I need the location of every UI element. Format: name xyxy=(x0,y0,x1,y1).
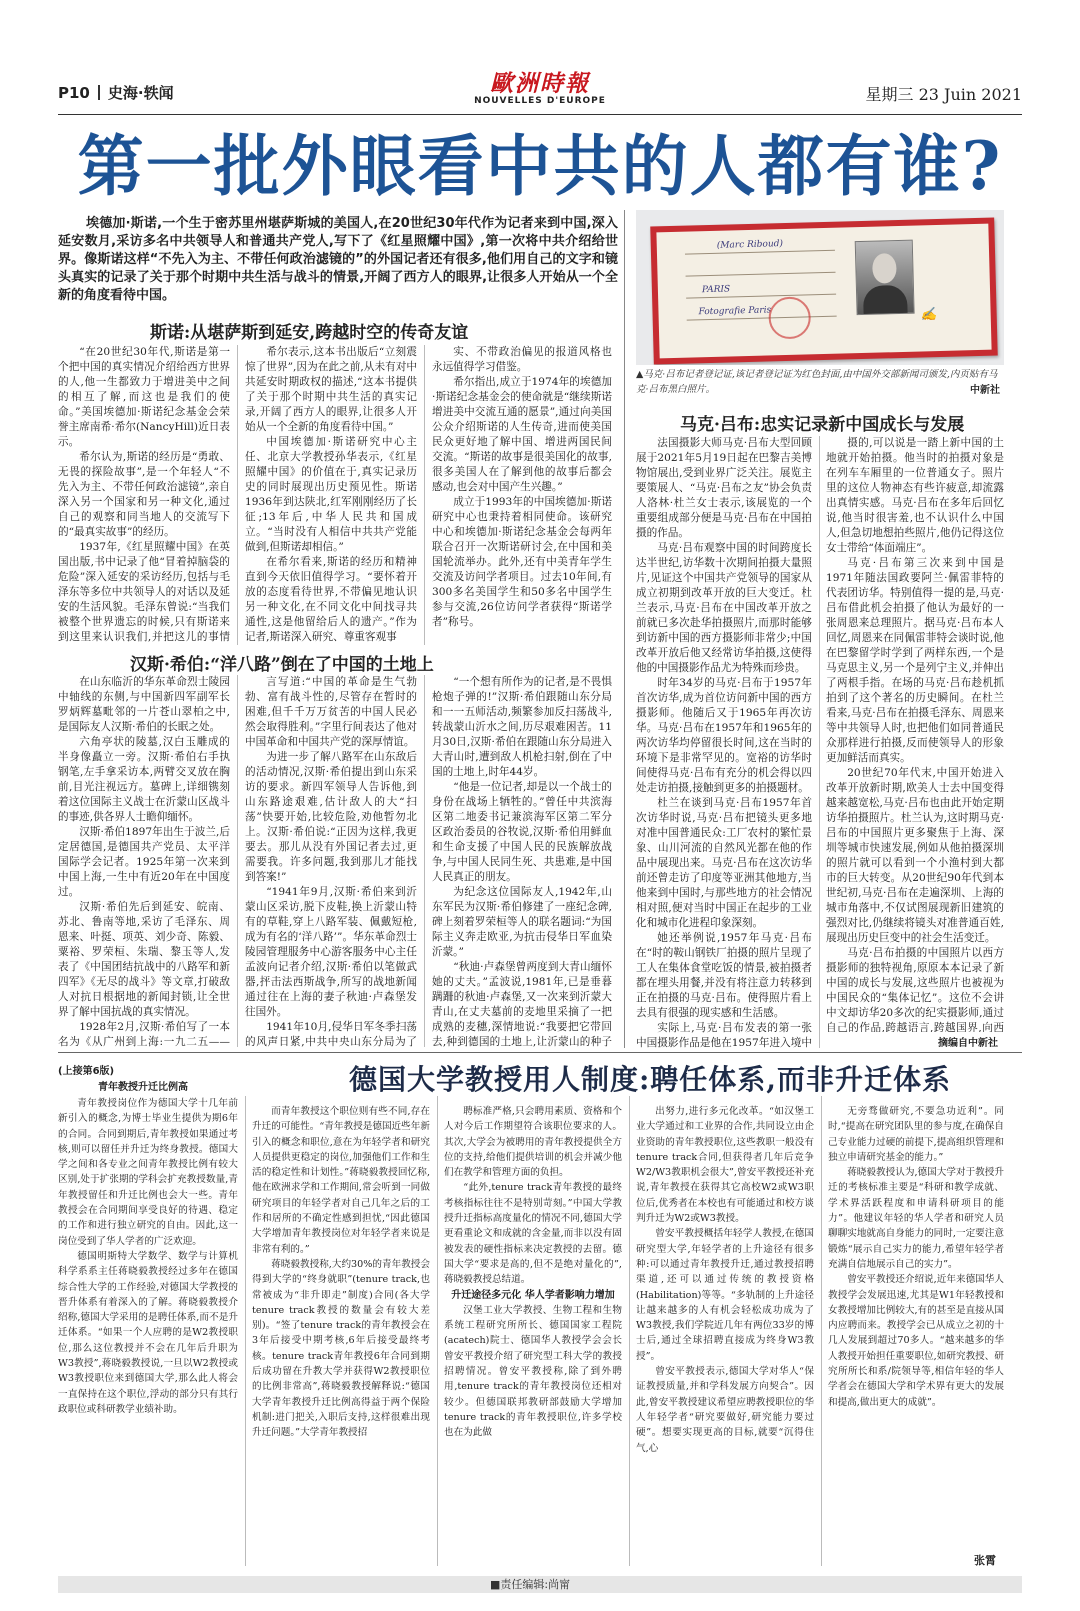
page-header xyxy=(58,70,1022,114)
paragraph: 曾安平教授还介绍说,近年来德国华人教授学会发展迅速,尤其是W1年轻教授和女教授增加比例较大,有的甚至是直接从国内应聘而来。教授学会已从成立之初的十几人发展到超过70多人。“越来越多的华人教授开始担任重要职位,如研究教授、研究所所长和系/院领导等,相信年轻的华人学者会在德国大学和学术界有更大的发展和提高,做出更大的成就”。 xyxy=(828,1274,1004,1408)
portrait-photo xyxy=(855,240,915,315)
bottom-column-2 xyxy=(252,1104,430,1566)
paragraph: 中国埃德加·斯诺研究中心主任、北京大学教授孙华表示,《红星照耀中国》的价值在于,真实记录历史的同时展现出历史预见性。斯诺1936年到达陕北,红军刚刚经历了长征;13年后,中华人民共和国成立。“当时没有人相信中共共产党能做到,但斯诺却相信。” xyxy=(245,436,417,553)
paragraph: 20世纪70年代末,中国开始进入改革开放新时期,欧美人士去中国变得越来越宽松,马克·吕布也由此开始定期访华拍摄照片。杜兰认为,这时期马克·吕布的中国照片更多聚焦于上海、深圳等城市快速发展,例如从他拍摄深圳的照片就可以看到一个小渔村到大都市的巨大转变。从20世纪90年代到本世纪初,马克·吕布在走遍深圳、上海的城市角落中,不仅试图展现新旧建筑的强烈对比,仍继续将镜头对准普通百姓,展现出历史巨变中的社会生活变迁。 xyxy=(826,767,1004,944)
column-divider xyxy=(424,345,425,645)
paragraph: 为纪念这位国际友人,1942年,山东军民为汉斯·希伯修建了一座纪念碑,碑上刻着罗荣桓等人的联名题词:“为国际主义奔走欧亚,为抗击侵华日军血染沂蒙。” xyxy=(432,886,612,958)
paragraph: 曾安平教授概括年轻学人教授,在德国研究型大学,年轻学者的上升途径有很多种:可以通过青年教授升迁,通过教授招聘渠道,还可以通过传统的教授资格(Habilitation)等等。“多轨制的上升途径让越来越多的人有机会轻松成功成为了W3教授,我们学院近几年有两位33岁的博士后,通过全球招聘直接成为终身W3教授”。 xyxy=(636,1228,814,1362)
portrait-face xyxy=(872,253,897,284)
paragraph: “秋迪·卢森堡曾两度到大青山缅怀她的丈夫。”孟波说,1981年,已是垂暮蹒跚的秋迪·卢森堡,又一次来到沂蒙大青山,在丈夫墓前的麦地里采摘了一把成熟的麦穗,深情地说:“我要把它带回去,种到德国的土地上,让沂蒙山的种子 xyxy=(432,961,612,1047)
bottom-subheading: 升迁途径多元化 华人学者影响力增加 xyxy=(451,1289,615,1301)
card-name-handwriting: (Marc Riboud) xyxy=(716,239,784,251)
article-author: 张霄 xyxy=(974,1554,996,1567)
left-subtitle: 青年教授升迁比例高 xyxy=(98,1082,188,1093)
paragraph: 在希尔看来,斯诺的经历和精神直到今天依旧值得学习。“要怀着开放的态度看待世界,不带偏见地认识另一种文化,在不同文化中间找寻共通性,这是他留给后人的遗产。”作为记者,斯诺深入研究、尊重客观事 xyxy=(245,556,417,643)
photo-credit: 中新社 xyxy=(970,385,1000,396)
paragraph: 时年34岁的马克·吕布于1957年首次访华,成为首位访问新中国的西方摄影师。他随后又于1965年再次访华。马克·吕布在1957年和1965年的两次访华均停留很长时间,这在当时的环境下是非常罕见的。宽裕的访华时间使得马克·吕布有充分的机会得以四处走访拍摄,接触到更多的拍摄题材。 xyxy=(636,677,812,794)
section-divider xyxy=(624,210,625,1048)
paragraph: “他是一位记者,却是以一个战士的身份在战场上牺牲的。”曾任中共滨海区第二地委书记兼滨海军区第二军分区政治委员的谷牧说,汉斯·希伯用鲜血和生命支援了中国人民的民族解放战争,与中国人民同生死、共患难,是中国人民真正的朋友。 xyxy=(432,781,612,883)
paragraph: 希尔表示,这本书出版后“立刻震惊了世界”,因为在此之前,从未有对中共延安时期政权的描述,“这本书提供了关于那个时期中共生活的真实记录,开阔了西方人的眼界,让很多人开始从一个全新的角度看待中国。” xyxy=(245,346,417,433)
paragraph: 出努力,进行多元化改革。“如汉堡工业大学通过和工业界的合作,共同设立由企业资助的青年教授职位,这些教职一般没有tenure track合同,但获得者几年后竞争W2/W3教职机会很大”,曾安平教授还补充说,青年教授在获得其它高校W2或W3职位后,优秀者在本校也有可能通过和校方谈判升迁为W2或W3教授。 xyxy=(636,1106,814,1225)
photo-caption: ▲马克·吕布记者登记证,该记者登记证为红色封面,由中国外交部新闻司颁发,内页贴有马克·吕布黑白照片。 xyxy=(636,369,998,395)
paragraph: 1937年,《红星照耀中国》在英国出版,书中记录了他“冒着掉脑袋的危险”深入延安的采访经历,包括与毛泽东等多位中共领导人的对话以及延安的生活风貌。毛泽东曾说:“当我们被整个世界遗忘的时候,只有斯诺来到这里来认识我们,并把这儿的事情 xyxy=(58,541,230,643)
paragraph: 希尔指出,成立于1974年的埃德加·斯诺纪念基金会的使命就是“继续斯诺增进美中交流互通的愿景”,通过向美国公众介绍斯诺的人生传奇,进而使美国民众更好地了解中国、增进两国民间交流。“斯诺的故事是很美国化的故事,很多美国人在了解到他的故事后都会感动,也会对中国产生兴趣。” xyxy=(432,376,612,493)
shippe-column-1 xyxy=(58,675,230,1047)
paragraph: 六角亭状的陵墓,汉白玉雕成的半身像矗立一旁。汉斯·希伯右手执钢笔,左手拿采访本,两臂交叉放在胸前,目光注视远方。墓碑上,详细镌刻着这位国际主义战士在沂蒙山区战斗的事迹,供各界人士瞻仰缅怀。 xyxy=(58,736,230,823)
column-divider xyxy=(245,1096,246,1566)
column-divider xyxy=(629,1096,630,1566)
shippe-section-title: 汉斯·希伯:“洋八路”倒在了中国的土地上 xyxy=(130,655,434,675)
card-signature: ✍ xyxy=(920,307,938,323)
snow-column-2 xyxy=(245,345,417,645)
press-card xyxy=(650,218,997,365)
paragraph: “1941年9月,汉斯·希伯来到沂蒙山区采访,脱下皮鞋,换上沂蒙山特有的草鞋,穿上八路军装、佩戴短枪,成为有名的‘洋八路’”。华东革命烈士陵园管理服务中心游客服务中心主任孟波向记者介绍,汉斯·希伯以笔做武器,抨击法西斯战争,所写的战地新闻通过往在上海的妻子秋迪·卢森堡发往国外。 xyxy=(245,886,417,1018)
paragraph: 德国明斯特大学数学、数学与计算机科学系系主任蒋晓毅教授经过多年在德国综合性大学的工作经验,对德国大学教授的晋升体系有着深入的了解。蒋晓毅教授介绍称,德国大学采用的是聘任体系,而不是升迁体系。“如果一个人应聘的是W2教授职位,那么这位教授并不会在几年后升职为W3教授”,蒋晓毅教授说,一旦以W2教授或W3教授职位来到德国大学,那么此人将会一直保持在这个职位,浮动的部分只有其行政职位或科研教学业绩补助。 xyxy=(58,1250,238,1415)
paragraph: 摄的,可以说是一踏上新中国的土地就开始拍摄。他当时的拍摄对象是在列车车厢里的一位普通女子。照片里的这位人物神态有些许疲意,却流露出真情实感。马克·吕布在多年后回忆说,他当时很害羞,也不认识什么中国人,但急切地想拍些照片,他仍记得这位女士带给“体面端庄”。 xyxy=(826,437,1004,554)
card-field-line xyxy=(685,250,835,255)
bottom-column-3 xyxy=(444,1104,622,1566)
paragraph: 实、不带政治偏见的报道风格也永远值得学习借鉴。 xyxy=(432,346,612,373)
section-name: 史海·轶闻 xyxy=(107,84,174,102)
paragraph: 蒋晓毅教授认为,德国大学对于教授升迁的考核标准主要是“科研和教学成就、学术界活跃程度和申请科研项目的能力”。他建议年轻的华人学者和研究人员聊聊实地就高自身能力的同时,一定要注意锻炼“展示自己实力的能力,希望年轻学者充满自信地展示自己的实力”。 xyxy=(828,1167,1004,1270)
card-field-line xyxy=(686,272,836,277)
logo-french: NOUVELLES D'EUROPE xyxy=(474,96,606,106)
paragraph: 她还举例说,1957年马克·吕布在“时的鞍山钢铁厂拍摄的照片呈现了工人在集体食堂吃饭的情景,被拍摄者都在埋头用餐,并没有将注意力转移到正在拍摄的马克·吕布。使得照片看上去具有很强的现实感和生活感。 xyxy=(636,932,812,1019)
shippe-column-3 xyxy=(432,675,612,1047)
card-org-handwriting: Fotografie Paris xyxy=(698,305,772,318)
riboud-section-title: 马克·吕布:忠实记录新中国成长与发展 xyxy=(680,415,965,435)
paragraph: 聘标准严格,只会聘用素质、资格和个人对今后工作期望符合该职位要求的人。其次,大学会为被聘用的青年教授提供全方位的支持,给他们提供培训的机会并减少他们在教学和管理方面的负担。 xyxy=(444,1106,622,1179)
article-separator xyxy=(58,1052,1022,1053)
paragraph: “一个想有所作为的记者,是不畏惧枪炮子弹的!”汉斯·希伯跟随山东分局和一一五师活动,频繁参加反扫荡战斗,转战蒙山沂水之间,历尽艰难困苦。11月30日,汉斯·希伯在跟随山东分局进入大青山时,遭到敌人机枪扫射,倒在了中国的土地上,时年44岁。 xyxy=(432,676,612,778)
paragraph: 1941年10月,侵华日军冬季扫荡的风声日紧,中共中央山东分局为了 xyxy=(245,1021,417,1047)
column-divider xyxy=(424,675,425,1047)
paragraph: 成立于1993年的中国埃德加·斯诺研究中心也秉持着相同使命。该研究中心和埃德加·斯诺纪念基金会每两年联合召开一次斯诺研讨会,在中国和美国轮流举办。此外,还有中美青年学生交流及访问学者项目。过去10年间,有300多名美国学生和50多名中国学生参与交流,26位访问学者获得“斯诺学者”称号。 xyxy=(432,496,612,628)
column-divider xyxy=(437,1096,438,1566)
page-headline: 第一批外眼看中共的人都有谁? xyxy=(77,127,1003,205)
lead-paragraph: 埃德加·斯诺,一个生于密苏里州堪萨斯城的美国人,在20世纪30年代作为记者来到中国,深入延安数月,采访多名中共领导人和普通共产党人,写下了《红星照耀中国》,第一次将中共介绍给世界。像斯诺这样“不先入为主、不带任何政治滤镜的”的外国记者还有很多,他们用自己的文字和镜头真实的记录了关于那个时期中共生活与战斗的情景,开阔了西方人的眼界,让很多人开始从一个全新的角度看待中国。 xyxy=(58,216,618,303)
paragraph: 为进一步了解八路军在山东敌后的活动情况,汉斯·希伯提出到山东采访的要求。新四军领导人告诉他,到山东路途艰难,估计敌人的大“扫荡”快要开始,比较危险,劝他暂勿北上。汉斯·希伯说:“正因为这样,我更要去。那儿从没有外国记者去过,更需要我。许多问题,我到那儿才能找到答案!” xyxy=(245,751,417,883)
paragraph: 蒋晓毅教授称,大约30%的青年教授会得到大学的“终身就职”(tenure track,也常被成为“非升即走”制度)合同(各大学tenure track教授的数量会有较大差别)。“签了tenure track的青年教授会在3年后接受中期考核,6年后接受最终考核。tenure track青年教授6年合同到期后成功留在升教大学并获得W2教授职位的比例非常高”,蒋晓毅教授解释说:“德国大学青年教授升迁比例高得益于两个保险机制:进门把关,入职后支持,这样很难出现升迁问题。”大学青年教授招 xyxy=(252,1258,430,1439)
riboud-column-1 xyxy=(636,436,812,1048)
column-divider xyxy=(237,345,238,645)
paragraph: 无旁骛做研究,不要急功近利”。同时,“提高在研究团队里的参与度,在确保自己专业能力过硬的前提下,提高组织管理和独立申请研究基金的能力。” xyxy=(828,1106,1004,1163)
bottom-column-1 xyxy=(58,1096,238,1566)
paragraph: 希尔认为,斯诺的经历是“勇敢、无畏的探险故事”,是一个年轻人“不先入为主、不带任何政治滤镜”,亲自深入另一个国家和另一种文化,通过自己的观察和同当地人的交流写下的“最真实故事”的经历。 xyxy=(58,451,230,538)
page-number: P10 xyxy=(58,84,90,102)
paragraph: 而青年教授这个职位则有些不同,存在升迁的可能性。“青年教授是德国近些年新引入的概念和职位,意在为年轻学者和研究人员提供更稳定的岗位,加强他们工作和生活的稳定性和计划性。”蒋晓毅教授回忆称,他在欧洲求学和工作期间,常会听到一同做研究项目的年轻学者对自己几年之后的工作和居所的不确定性感到担忧,“因此德国大学增加青年教授岗位对年轻学者来说是非常有利的。” xyxy=(252,1106,430,1255)
paragraph: “此外,tenure track青年教授的最终考核指标往往不是特别苛刻。”中国大学教授升迁指标高度量化的情况不同,德国大学更看重论文和成就的含金量,而非以没有固被发表的硬性指标来决定教授的去留。德国大学“要求是高的,但不是绝对量化的”,蒋晓毅教授总结道。 xyxy=(444,1182,622,1286)
paragraph: 汉堡工业大学教授、生物工程和生物系统工程研究所所长、德国国家工程院(acatech)院士、德国华人教授学会会长曾安平教授介绍了研究型工科大学的教授招聘情况。曾安平教授称,除了到外聘用,tenure track的青年教授岗位还相对较少。但德国联邦教研部鼓励大学增加tenure track的青年教授职位,许多学校也在为此做 xyxy=(444,1304,622,1439)
bottom-column-5 xyxy=(828,1104,1004,1548)
paragraph: 汉斯·希伯1897年出生于波兰,后定居德国,是德国共产党员、太平洋国际学会记者。1925年第一次来到中国上海,一生中有近20年在中国度过。 xyxy=(58,826,230,898)
riboud-source-credit: 摘编自中新社 xyxy=(938,1038,998,1049)
paragraph: 1928年2月,汉斯·希伯写了一本名为《从广州到上海:一九二五—— xyxy=(58,1021,230,1047)
issue-date: 星期三 23 Juin 2021 xyxy=(865,85,1022,104)
paragraph: “在20世纪30年代,斯诺是第一个把中国的真实情况介绍给西方世界的人,他一生都致力于增进美中之间的相互了解,而这也是我们的使命。”美国埃德加·斯诺纪念基金会荣誉主席南希·希尔(NancyHill)近日表示。 xyxy=(58,346,230,448)
press-card-page xyxy=(656,224,991,359)
logo-chinese: 歐洲時報 xyxy=(490,70,590,97)
bottom-article-title: 德国大学教授用人制度:聘任体系,而非升迁体系 xyxy=(348,1063,952,1096)
column-divider xyxy=(821,1096,822,1566)
paragraph: 马克·吕布观察中国的时间跨度长达半世纪,访华数十次期间拍摄大量照片,见证这个中国共产党领导的国家从成立初期到改革开放的巨大变迁。杜兰表示,马克·吕布在中国改革开放之前就已多次赴华拍摄照片,而那时能够到访新中国的西方摄影师非常少;中国改革开放后他又经常访华拍摄,这使得他的中国摄影作品尤为特殊而珍贵。 xyxy=(636,542,812,674)
paragraph: 言写道:“中国的革命是生气勃勃、富有战斗性的,尽管存在暂时的困难,但千千万万贫苦的中国人民必然会取得胜利。”字里行间表达了他对中国革命和中国共产党的深厚情谊。 xyxy=(245,676,417,748)
portrait-body xyxy=(863,285,908,314)
paragraph: 马克·吕布拍摄的中国照片以西方摄影师的独特视角,原原本本记录了新中国的成长与发展,这些照片也被视为中国民众的“集体记忆”。这位不会讲中文却访华20多次的纪实摄影师,通过自己的作品,跨越语言,跨越国界,向西 xyxy=(826,947,1004,1032)
paragraph: 青年教授岗位作为德国大学十几年前新引入的概念,为博士毕业生提供为期6年的合同。合同到期后,青年教授如果通过考核,则可以留任并升迁为终身教授。德国大学之间和各专业之间青年教授比例有较大区别,处于扩张期的学科会扩充教授数量,青年教授留任和升迁比例也会大一些。青年教授会在合同期间享受良好的待遇、稳定的工作和进行独立研究的自由。因此,这一岗位受到了华人学者的广泛欢迎。 xyxy=(58,1098,238,1247)
paragraph: 马克·吕布第三次来到中国是1971年随法国政要阿兰·佩雷菲特的代表团访华。特别值得一提的是,马克·吕布借此机会拍摄了他认为最好的一张周恩来总理照片。据马克·吕布本人回忆,周恩来在同佩雷菲特会谈时说,他在巴黎留学时学到了两样东西,一个是马克思主义,另一个是列宁主义,并伸出了两根手指。在场的马克·吕布趁机抓拍到了这个著名的历史瞬间。在杜兰看来,马克·吕布在拍摄毛泽东、周恩来等中共领导人时,也把他们如同普通民众那样进行拍摄,反而使领导人的形象更加鲜活而真实。 xyxy=(826,557,1004,764)
paragraph: 汉斯·希伯先后到延安、皖南、苏北、鲁南等地,采访了毛泽东、周恩来、叶挺、项英、刘少奇、陈毅、粟裕、罗荣桓、朱瑞、黎玉等人,发表了《中国团结抗战中的八路军和新四军》《无尽的战斗》等文章,打破敌人对抗日根据地的新闻封锁,让全世界了解中国抗战的真实情况。 xyxy=(58,901,230,1018)
column-divider xyxy=(237,675,238,1047)
paragraph: 法国摄影大师马克·吕布大型回顾展于2021年5月19日起在巴黎吉美博物馆展出,受到业界广泛关注。展览主要策展人、“马克·吕布之友”协会负责人洛林·杜兰女士表示,该展览的一个重要组成部分便是马克·吕布在中国拍摄的作品。 xyxy=(636,437,812,539)
column-divider xyxy=(819,436,820,1048)
press-card-photo xyxy=(636,210,1004,365)
shippe-column-2 xyxy=(245,675,417,1047)
paragraph: 曾安平教授表示,德国大学对华人“保证教授质量,并和学科发展方向契合”。因此,曾安平教授建议希望应聘教授职位的华人年轻学者“研究要做好,研究能力要过硬”。想要实现更高的目标,就要“沉得住气,心 xyxy=(636,1366,814,1454)
paragraph: 杜兰在谈到马克·吕布1957年首次访华时说,马克·吕布把镜头更多地对准中国普通民众:工厂农村的繁忙景象、山川河流的自然风光都在他的作品中展现出来。马克·吕布在这次访华前还曾走访了印度等亚洲其他地方,当他来到中国时,与那些地方的社会情况相对照,便对当时中国正在起步的工业化和城市化进程印象深刻。 xyxy=(636,797,812,929)
header-rule xyxy=(58,114,1022,115)
snow-column-1 xyxy=(58,345,230,645)
paragraph: 在山东临沂的华东革命烈士陵园中轴线的东侧,与中国新四军副军长罗炳辉墓毗邻的一片苍山翠柏之中,是国际友人汉斯·希伯的长眠之处。 xyxy=(58,676,230,733)
riboud-column-2 xyxy=(826,436,1004,1032)
snow-section-title: 斯诺:从堪萨斯到延安,跨越时空的传奇友谊 xyxy=(150,323,469,343)
snow-column-3 xyxy=(432,345,612,645)
bottom-column-4 xyxy=(636,1104,814,1566)
card-city-handwriting: PARIS xyxy=(701,284,731,296)
editor-credit: ■责任编辑:尚甯 xyxy=(490,1578,571,1591)
card-stamp xyxy=(768,296,811,339)
continued-label: (上接第6版) xyxy=(58,1066,115,1077)
paragraph: 实际上,马克·吕布发表的第一张中国摄影作品是他在1957年进入境中 xyxy=(636,1022,812,1048)
